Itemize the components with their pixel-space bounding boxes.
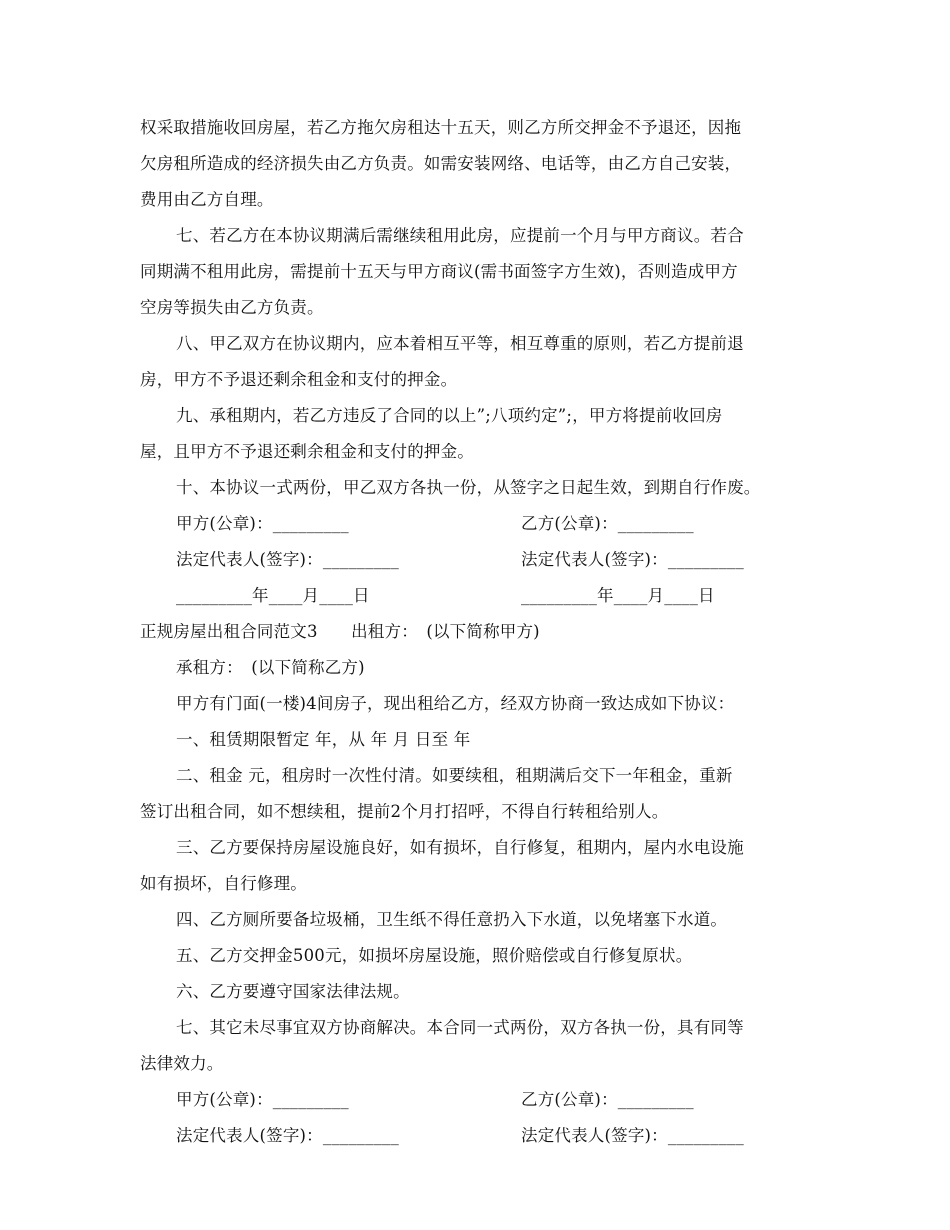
clause-2-line: 二、租金 元，租房时一次性付清。如要续租，租期满后交下一年租金，重新 — [176, 766, 733, 785]
paragraph-line: 屋，且甲方不予退还剩余租金和支付的押金。 — [140, 442, 474, 461]
party-a-representative-2: 法定代表人(签字)：_________ — [176, 1126, 399, 1145]
paragraph-line: 费用由乙方自理。 — [140, 190, 274, 209]
paragraph-line: 欠房租所造成的经济损失由乙方负责。如需安装网络、电话等，由乙方自己安装， — [140, 154, 742, 173]
clause-8-line: 八、甲乙双方在协议期内，应本着相互平等，相互尊重的原则，若乙方提前退 — [176, 334, 744, 353]
paragraph-line: 空房等损失由乙方负责。 — [140, 298, 324, 317]
paragraph-line: 同期满不租用此房，需提前十五天与甲方商议(需书面签字方生效)，否则造成甲方 — [140, 262, 738, 281]
lessee-line: 承租方： (以下简称乙方) — [176, 658, 365, 677]
party-b-date: _________年____月____日 — [521, 586, 715, 605]
clause-5-line: 五、乙方交押金500元，如损坏房屋设施，照价赔偿或自行修复原状。 — [176, 946, 693, 965]
party-b-representative: 法定代表人(签字)：_________ — [521, 550, 744, 569]
party-a-representative: 法定代表人(签字)：_________ — [176, 550, 399, 569]
party-a-seal: 甲方(公章)：_________ — [176, 514, 349, 533]
clause-7b-line: 七、其它未尽事宜双方协商解决。本合同一式两份，双方各执一份，具有同等 — [176, 1018, 744, 1037]
clause-7-line: 七、若乙方在本协议期满后需继续租用此房，应提前一个月与甲方商议。若合 — [176, 226, 744, 245]
intro-line: 甲方有门面(一楼)4间房子，现出租给乙方，经双方协商一致达成如下协议： — [176, 694, 735, 713]
party-b-seal: 乙方(公章)：_________ — [521, 514, 694, 533]
party-b-representative-2: 法定代表人(签字)：_________ — [521, 1126, 744, 1145]
clause-4-line: 四、乙方厕所要备垃圾桶，卫生纸不得任意扔入下水道，以免堵塞下水道。 — [176, 910, 728, 929]
party-b-seal-2: 乙方(公章)：_________ — [521, 1090, 694, 1109]
party-a-date: _________年____月____日 — [176, 586, 370, 605]
section-title-line: 正规房屋出租合同范文3 出租方： (以下简称甲方) — [140, 622, 540, 641]
clause-9-line: 九、承租期内，若乙方违反了合同的以上”;八项约定”;，甲方将提前收回房 — [176, 406, 723, 425]
paragraph-line: 法律效力。 — [140, 1054, 224, 1073]
paragraph-line: 签订出租合同，如不想续租，提前2个月打招呼，不得自行转租给别人。 — [140, 802, 669, 821]
paragraph-line: 如有损坏，自行修理。 — [140, 874, 307, 893]
clause-10-line: 十、本协议一式两份，甲乙双方各执一份，从签字之日起生效，到期自行作废。 — [176, 478, 761, 497]
paragraph-line: 房，甲方不予退还剩余租金和支付的押金。 — [140, 370, 458, 389]
clause-1-line: 一、租赁期限暂定 年，从 年 月 日至 年 — [176, 730, 471, 749]
clause-3-line: 三、乙方要保持房屋设施良好，如有损坏，自行修复，租期内，屋内水电设施 — [176, 838, 744, 857]
clause-6-line: 六、乙方要遵守国家法律法规。 — [176, 982, 410, 1001]
party-a-seal-2: 甲方(公章)：_________ — [176, 1090, 349, 1109]
paragraph-line: 权采取措施收回房屋，若乙方拖欠房租达十五天，则乙方所交押金不予退还，因拖 — [140, 118, 742, 137]
